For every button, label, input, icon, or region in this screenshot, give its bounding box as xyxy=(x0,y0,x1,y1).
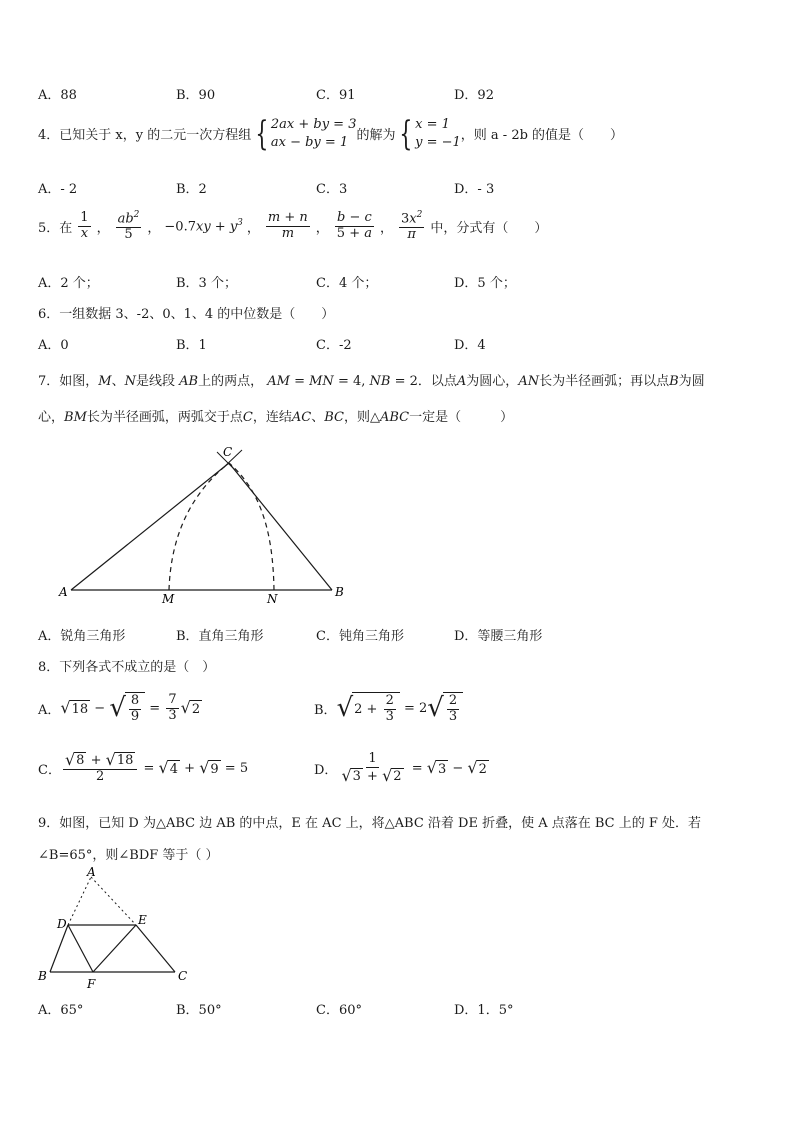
q6-option-a[interactable]: A．0 xyxy=(38,338,69,353)
q4-option-d[interactable]: D．- 3 xyxy=(454,182,495,197)
q3-option-c[interactable]: C．91 xyxy=(316,88,356,103)
label-f: F xyxy=(87,977,96,991)
q5-expr-1: $\frac{1}{x}$ xyxy=(80,210,89,242)
q4-option-b[interactable]: B．2 xyxy=(176,182,207,197)
label-a: A xyxy=(87,865,96,879)
q9-figure xyxy=(30,862,200,992)
q3-option-b[interactable]: B．90 xyxy=(176,88,216,103)
label-c: C xyxy=(223,445,233,459)
q8-option-b[interactable]: B． √ 2 + $\frac{2}{3}$ = 2 √ $\frac{2}{3}$ xyxy=(314,692,463,725)
q6-stem: 6．一组数据 3、-2、0、1、4 的中位数是（ ） xyxy=(38,307,335,322)
arc-from-b xyxy=(229,463,274,590)
segment-bc xyxy=(229,463,332,590)
label-c: C xyxy=(178,969,188,983)
q8-option-a[interactable]: A． √ 18 − √ $\frac{8}{9}$ = $\frac{7}{3}$ √ 2 xyxy=(38,692,201,724)
label-b: B xyxy=(335,585,344,599)
q8-option-d[interactable]: D． 1 √ 3 + √ 2 = √ 3 − √ 2 xyxy=(314,751,487,786)
segment-ac xyxy=(71,463,229,590)
label-b: B xyxy=(38,969,47,983)
q5-expr-6: $\frac{3x^2}{\pi}$ xyxy=(401,210,423,243)
q5-prefix: 5．在 xyxy=(38,221,73,237)
q4-solution: { x = 1 y = −1 xyxy=(399,113,461,154)
label-a: A xyxy=(59,585,68,599)
q9-option-b[interactable]: B．50° xyxy=(176,1003,222,1018)
arc-from-a xyxy=(169,463,229,590)
q5-expr-5: $\frac{b - c}{5 + a}$ xyxy=(336,210,372,242)
segment-df xyxy=(68,925,93,972)
label-n: N xyxy=(267,592,278,606)
q5-option-d[interactable]: D．5 个； xyxy=(454,276,516,291)
q4-eq1: 2ax + by = 3 xyxy=(270,117,357,132)
label-d: D xyxy=(57,917,67,931)
q5-expr-4: $\frac{m + n}{m}$ xyxy=(267,210,308,242)
q9-stem-line2: ∠B=65°，则∠BDF 等于（ ） xyxy=(38,848,219,863)
q4-option-a[interactable]: A．- 2 xyxy=(38,182,78,197)
q4-option-c[interactable]: C．3 xyxy=(316,182,348,197)
q7-option-c[interactable]: C．钝角三角形 xyxy=(316,629,404,644)
q9-option-a[interactable]: A．65° xyxy=(38,1003,84,1018)
q4-system: { 2ax + by = 3 ax − by = 1 xyxy=(255,113,357,154)
q8-option-c[interactable]: C． √ 8 + √ 18 2 = √ 4 + √ 9 = 5 xyxy=(38,750,249,784)
q7-option-d[interactable]: D．等腰三角形 xyxy=(454,629,543,644)
q6-option-d[interactable]: D．4 xyxy=(454,338,486,353)
segment-ef xyxy=(93,925,136,972)
q5-stem: 5．在 $\frac{1}{x}$ ， $\frac{ab^2}{5}$ ， $-0.7xy + y^3$ ， $\frac{m + n}{m}$ ， $\frac{b - c}{5 + a}$ ， $\frac{3x^2}{\pi}$ 中，分式有（ ） xyxy=(38,210,548,243)
segment-ae-dotted xyxy=(91,877,136,925)
q4-suffix: ，则 a - 2b 的值是（ ） xyxy=(460,128,624,144)
q7-option-a[interactable]: A．锐角三角形 xyxy=(38,629,126,644)
label-e: E xyxy=(138,913,147,927)
q5-option-c[interactable]: C．4 个； xyxy=(316,276,378,291)
q7-stem-line2: 心，BM长为半径画弧，两弧交于点C，连结AC、BC，则△ABC一定是（ ） xyxy=(38,410,514,425)
q4-sol2: y = −1 xyxy=(415,134,461,150)
q6-option-c[interactable]: C．-2 xyxy=(316,338,352,353)
q7-option-b[interactable]: B．直角三角形 xyxy=(176,629,264,644)
q6-option-b[interactable]: B．1 xyxy=(176,338,207,353)
q9-option-d[interactable]: D．1．5° xyxy=(454,1003,514,1018)
segment-ec xyxy=(136,925,175,972)
q5-option-b[interactable]: B．3 个； xyxy=(176,276,237,291)
q4-eq2: ax − by = 1 xyxy=(270,134,349,150)
q9-stem-line1: 9．如图，已知 D 为△ABC 边 AB 的中点，E 在 AC 上，将△ABC 沿着 DE 折叠，使 A 点落在 BC 上的 F 处．若 xyxy=(38,816,702,831)
q5-option-a[interactable]: A．2 个； xyxy=(38,276,99,291)
q3-option-d[interactable]: D．92 xyxy=(454,88,494,103)
q8-stem: 8．下列各式不成立的是（ ） xyxy=(38,660,216,675)
q5-expr-2: $\frac{ab^2}{5}$ xyxy=(117,210,140,243)
q4-sol1: x = 1 xyxy=(415,117,450,132)
q3-option-a[interactable]: A．88 xyxy=(38,88,77,103)
q7-stem-line1: 7．如图，M、N是线段 AB上的两点， AM = MN = 4, NB = 2．以点A为圆心，AN长为半径画弧；再以点B为圆 xyxy=(38,374,705,389)
q4-prefix: 4．已知关于 x，y 的二元一次方程组 xyxy=(38,128,252,144)
q5-suffix: 中，分式有（ ） xyxy=(430,221,548,237)
q7-figure xyxy=(55,440,355,610)
q5-expr-3: $-0.7xy + y^3$ xyxy=(164,218,243,235)
segment-da-dotted xyxy=(68,877,91,925)
q4-stem xyxy=(38,113,624,154)
label-m: M xyxy=(162,592,175,606)
q4-mid: 的解为 xyxy=(356,128,396,144)
q9-option-c[interactable]: C．60° xyxy=(316,1003,362,1018)
segment-bd xyxy=(50,925,68,972)
